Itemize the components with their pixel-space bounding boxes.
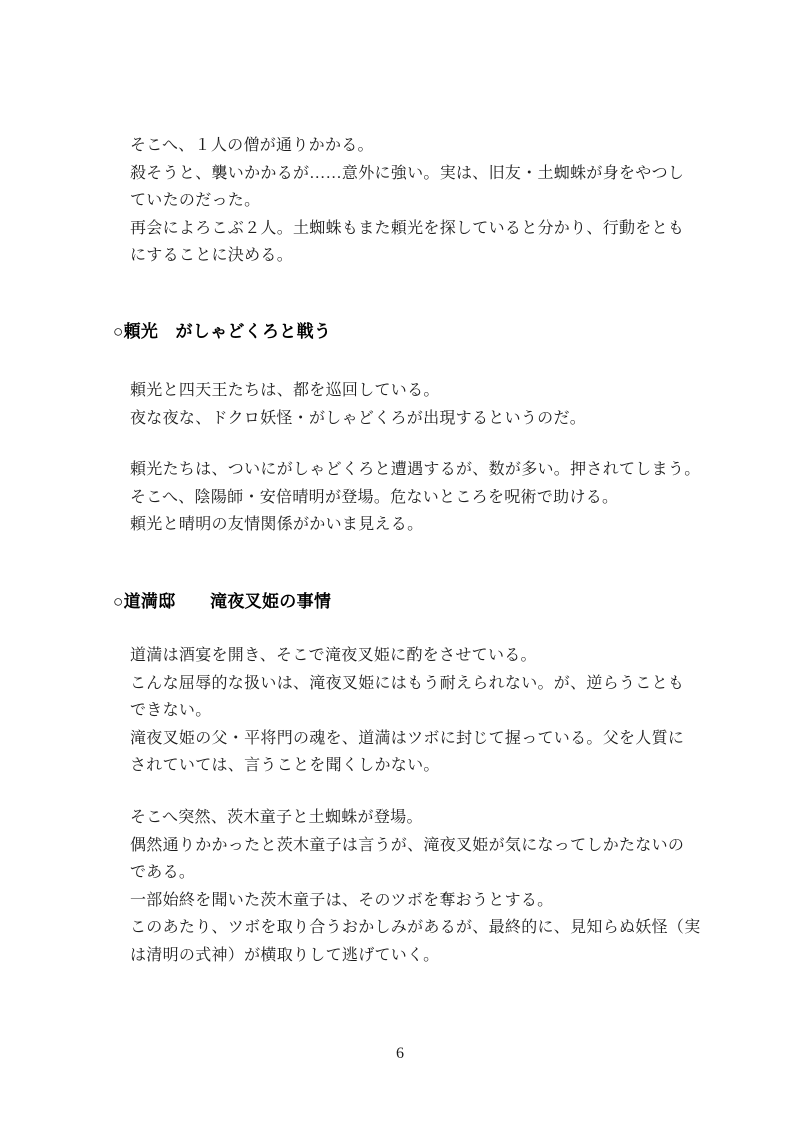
text-line: 頼光たちは、ついにがしゃどくろと遭遇するが、数が多い。押されてしまう。 bbox=[130, 461, 701, 478]
text-line: にすることに決める。 bbox=[130, 247, 294, 264]
text-line: 夜な夜な、ドクロ妖怪・がしゃどくろが出現するというのだ。 bbox=[130, 409, 587, 427]
text-line: 頼光と四天王たちは、都を巡回している。 bbox=[130, 382, 440, 399]
text-line: 頼光と晴明の友情関係がかいま見える。 bbox=[130, 516, 424, 533]
paragraph-banquet bbox=[130, 642, 700, 780]
paragraph-ibaraki-appears bbox=[130, 804, 700, 969]
paragraph-patrol bbox=[130, 377, 700, 432]
text-line: されていては、言うことを聞くしかない。 bbox=[130, 757, 440, 774]
page-number: 6 bbox=[396, 1045, 404, 1062]
text-line: 道満は酒宴を開き、そこで滝夜叉姫に酌をさせている。 bbox=[130, 647, 537, 664]
text-line: 一部始終を聞いた茨木童子は、そのツボを奪おうとする。 bbox=[130, 891, 554, 909]
text-line: である。 bbox=[130, 864, 196, 881]
text-line: こんな屈辱的な扱いは、滝夜叉姫にはもう耐えられない。が、逆らうことも bbox=[130, 674, 685, 692]
section-heading-raiko-gashadokuro: ○頼光 がしゃどくろと戦う bbox=[113, 322, 332, 341]
text-line: そこへ、１人の僧が通りかかる。 bbox=[130, 137, 374, 154]
text-line: 再会によろこぶ２人。土蜘蛛もまた頼光を探していると分かり、行動をとも bbox=[130, 219, 685, 237]
section-heading-domantei: ○道満邸 滝夜叉姫の事情 bbox=[113, 592, 332, 611]
paragraph-encounter bbox=[130, 456, 700, 539]
text-line: そこへ、陰陽師・安倍晴明が登場。危ないところを呪術で助ける。 bbox=[130, 488, 619, 506]
text-line: できない。 bbox=[130, 702, 212, 719]
text-line: このあたり、ツボを取り合うおかしみがあるが、最終的に、見知らぬ妖怪（実 bbox=[130, 919, 701, 936]
text-line: 滝夜叉姫の父・平将門の魂を、道満はツボに封じて握っている。父を人質に bbox=[130, 729, 685, 747]
paragraph-reunion bbox=[130, 132, 700, 270]
text-line: 偶然通りかかったと茨木童子は言うが、滝夜叉姫が気になってしかたないの bbox=[130, 836, 685, 854]
text-line: ていたのだった。 bbox=[130, 192, 261, 209]
text-line: は清明の式神）が横取りして逃げていく。 bbox=[130, 946, 440, 964]
text-line: そこへ突然、茨木童子と土蜘蛛が登場。 bbox=[130, 809, 423, 826]
text-line: 殺そうと、襲いかかるが……意外に強い。実は、旧友・土蜘蛛が身をやつし bbox=[130, 164, 685, 182]
